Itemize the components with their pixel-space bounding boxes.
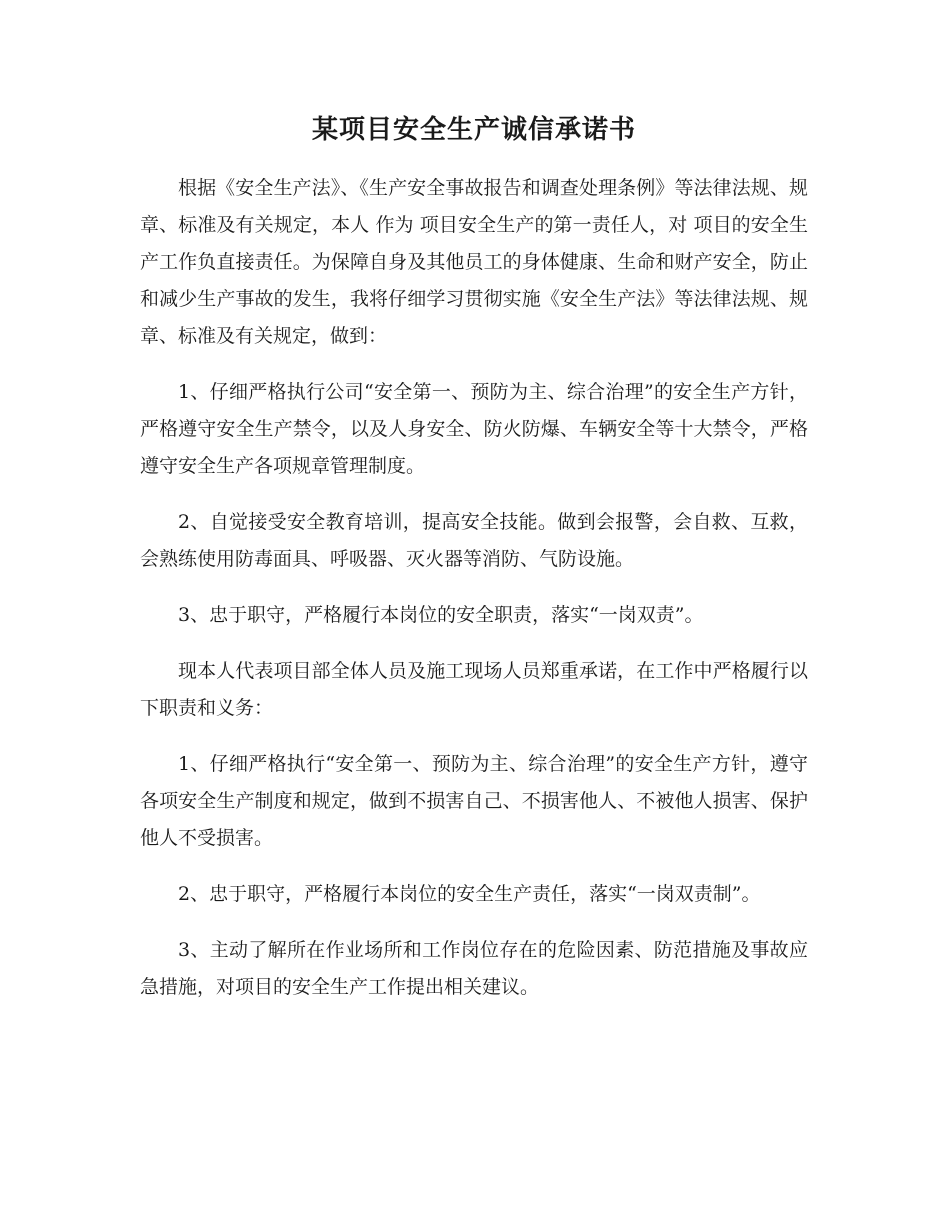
commitment-item-1: 1、仔细严格执行公司“安全第一、预防为主、综合治理”的安全生产方针，严格遵守安全生产禁令，以及人身安全、防火防爆、车辆安全等十大禁令，严格遵守安全生产各项规章管理制度。 xyxy=(140,381,808,477)
document-page xyxy=(140,104,808,1025)
commitment-item-3: 3、忠于职守，严格履行本岗位的安全职责，落实“一岗双责”。 xyxy=(178,604,704,626)
pledge-paragraph: 现本人代表项目部全体人员及施工现场人员郑重承诺，在工作中严格履行以下职责和义务： xyxy=(140,660,808,719)
intro-paragraph: 根据《安全生产法》、《生产安全事故报告和调查处理条例》等法律法规、规章、标准及有关规定，本人 作为 项目安全生产的第一责任人，对 项目的安全生产工作负直接责任。为保障自身及其他员工的身体健康、生命和财产安全，防止和减少生产事故的发生，我将仔细学习贯彻实施《安全生产法》等法律法规、规章、标准及有关规定，做到： xyxy=(140,177,808,347)
document-title: 某项目安全生产诚信承诺书 xyxy=(311,115,636,145)
duty-item-3: 3、主动了解所在作业场所和工作岗位存在的危险因素、防范措施及事故应急措施，对项目的安全生产工作提出相关建议。 xyxy=(140,939,808,998)
commitment-item-2: 2、自觉接受安全教育培训，提高安全技能。做到会报警，会自救、互救，会熟练使用防毒面具、呼吸器、灭火器等消防、气防设施。 xyxy=(140,511,808,570)
duty-item-1: 1、仔细严格执行“安全第一、预防为主、综合治理”的安全生产方针，遵守各项安全生产制度和规定，做到不损害自己、不损害他人、不被他人损害、保护他人不受损害。 xyxy=(140,753,808,849)
duty-item-2: 2、忠于职守，严格履行本岗位的安全生产责任，落实“一岗双责制”。 xyxy=(178,883,761,905)
